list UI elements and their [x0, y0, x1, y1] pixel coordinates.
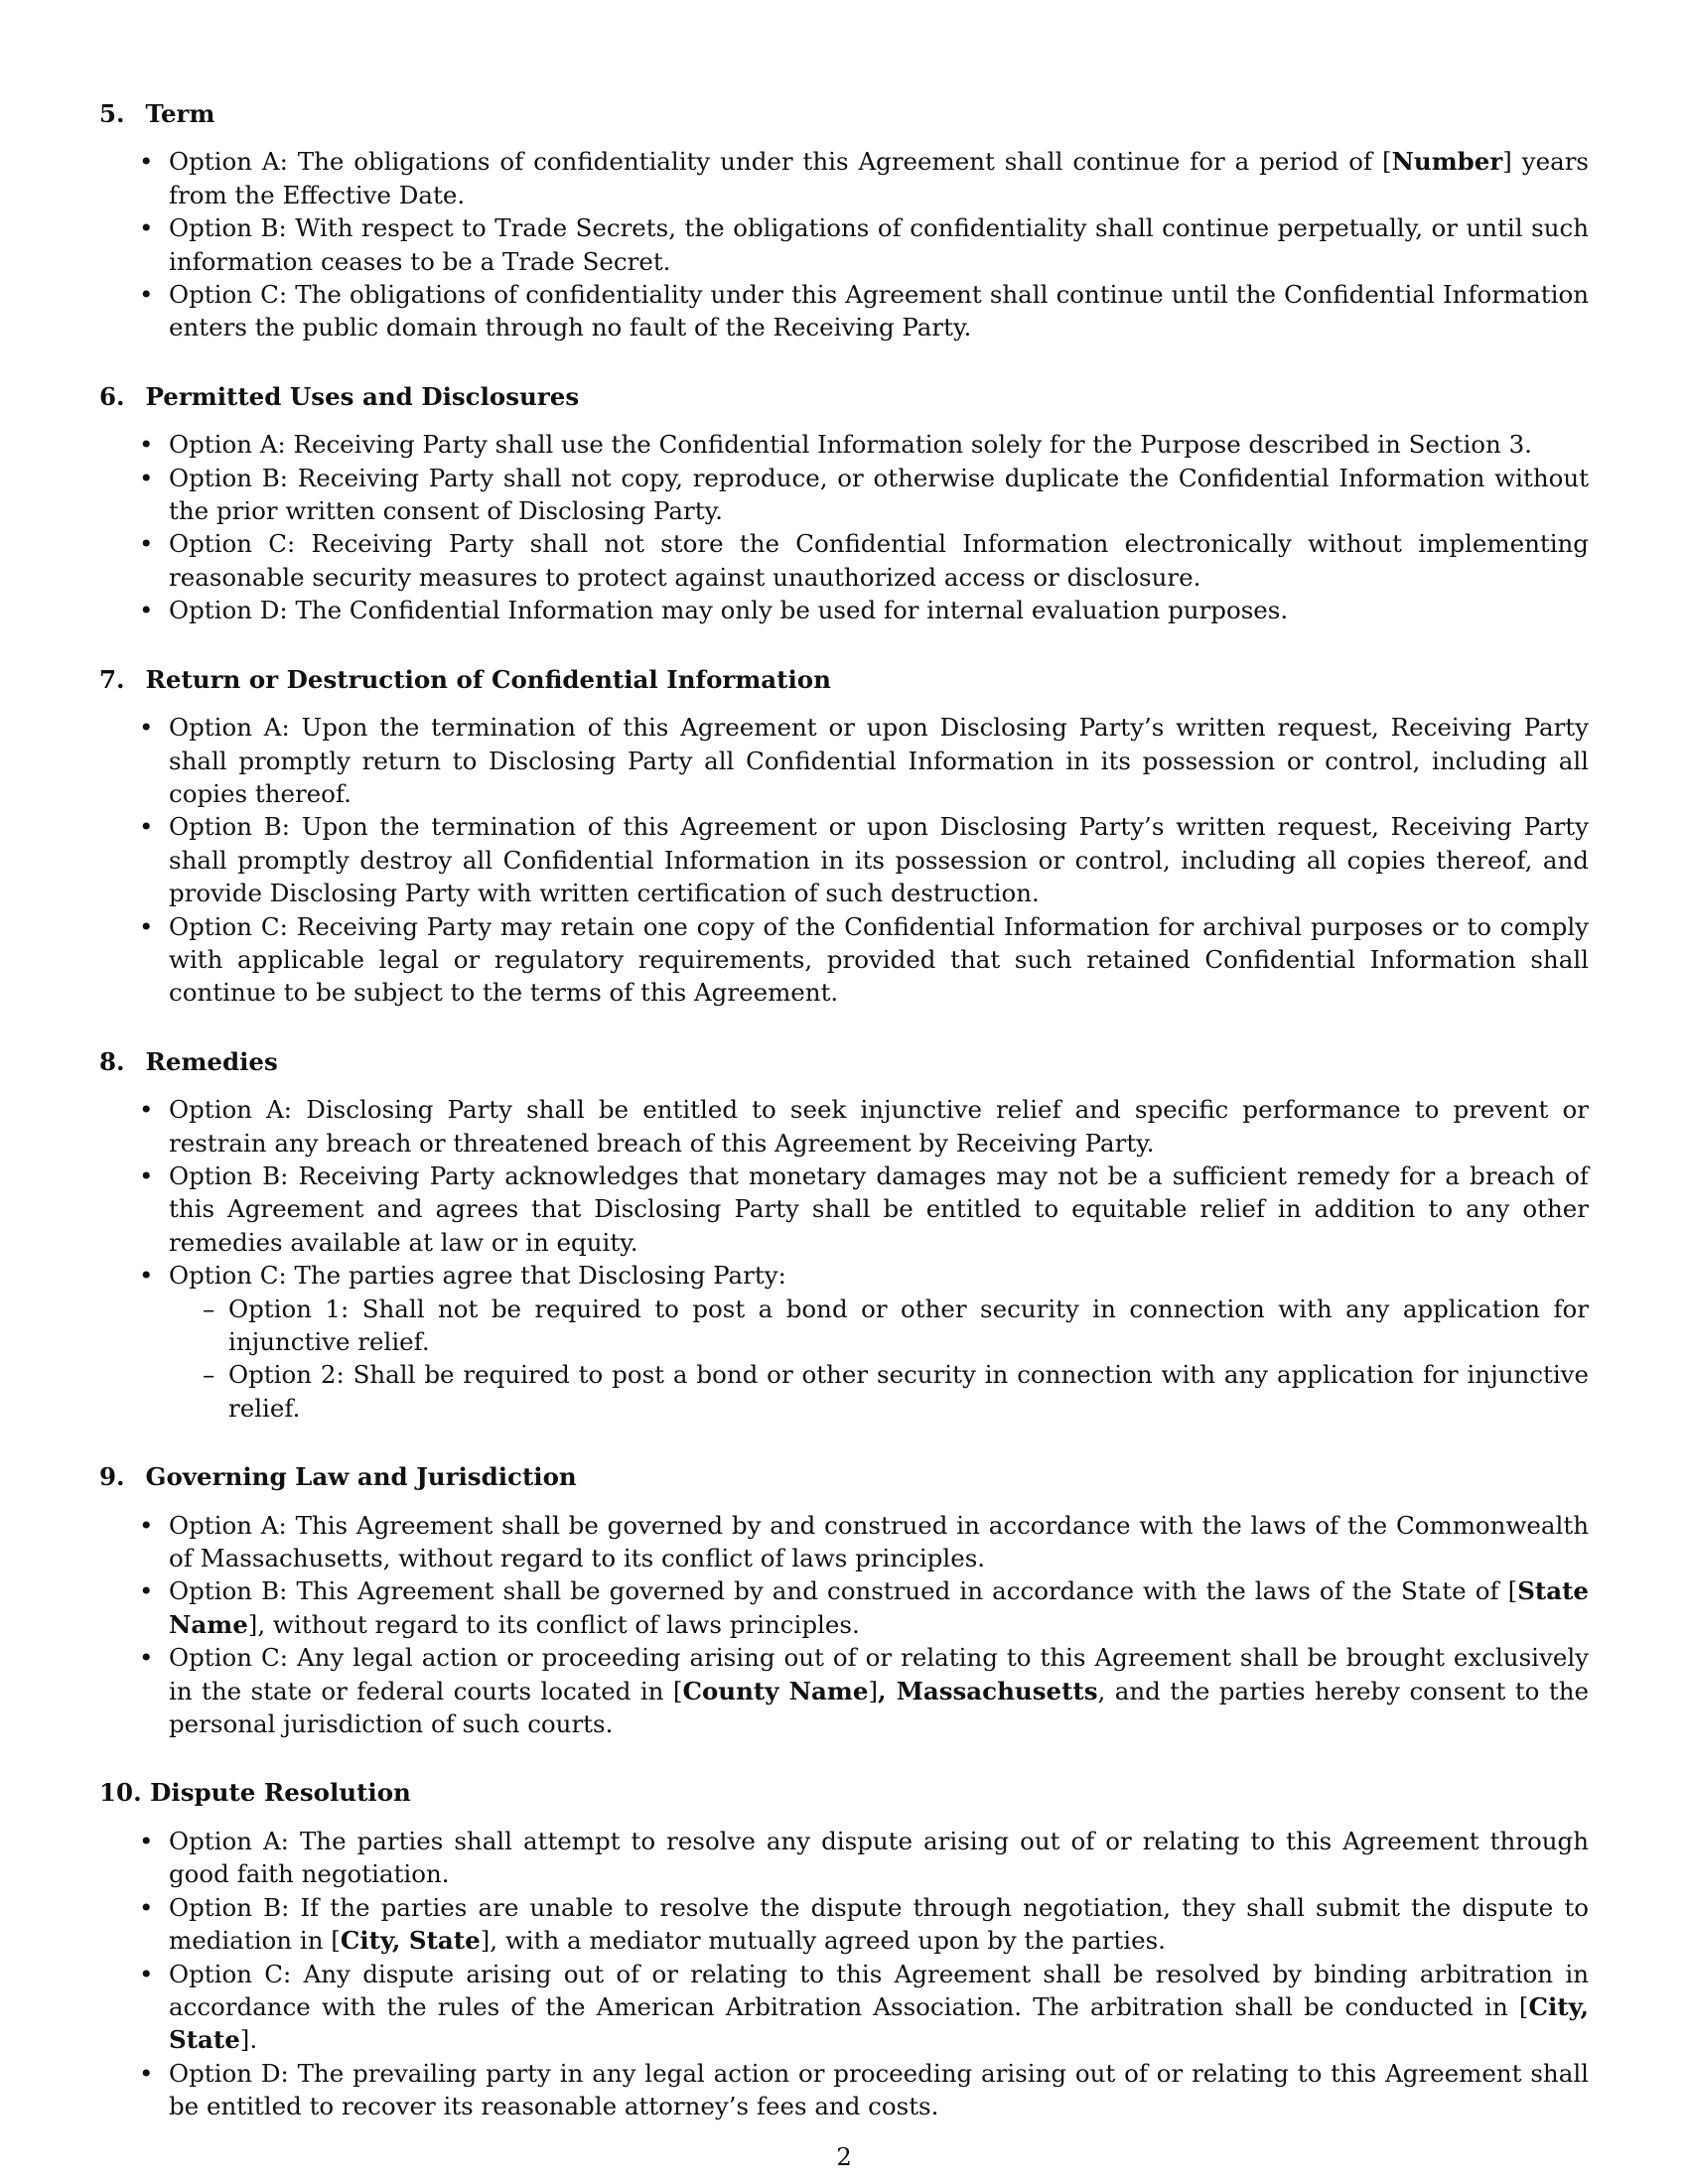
option-text: Option B: With respect to Trade Secrets, the obligations of confidentiality shall continue perpetually, or until such information ceases to be a Trade Secret.: [169, 213, 1589, 276]
list-item: [99, 278, 1589, 344]
option-text: Option A: This Agreement shall be governed by and construed in accordance with the laws of the Commonwealth of Massachusetts, without regard to its conflict of laws principles.: [169, 1510, 1589, 1573]
list-item: [99, 1958, 1589, 2057]
section-heading: [99, 1045, 1589, 1078]
option-list: [99, 1825, 1589, 2123]
option-text: Option C: Any legal action or proceeding arising out of or relating to this Agreement shall be brought exclusively in the state or federal courts located in [: [169, 1643, 1589, 1706]
list-item: [99, 211, 1589, 278]
option-text: Option B: If the parties are unable to resolve the dispute through negotiation, they shall submit the dispute to mediation in [: [169, 1892, 1589, 1956]
list-item: [99, 462, 1589, 528]
section-heading: [99, 1460, 1589, 1493]
section-heading: [99, 663, 1589, 696]
option-text: Option A: Disclosing Party shall be entitled to seek injunctive relief and specific performance to prevent or restrain any breach or threatened breach of this Agreement by Receiving Party.: [169, 1095, 1589, 1158]
section-governing-law: [99, 1460, 1589, 1740]
section-number: 6.: [99, 381, 125, 411]
option-text: ] years from the Effective Date.: [169, 147, 1589, 209]
option-text: Option C: Receiving Party may retain one copy of the Confidential Information for archival purposes or to comply with applicable legal or regulatory requirements, provided that such retained Confidential Information shall continue to be subject to the terms of this Agreement.: [169, 911, 1589, 1008]
option-text: Option B: Receiving Party acknowledges that monetary damages may not be a sufficient remedy for a breach of this Agreement and agrees that Disclosing Party shall be entitled to equitable relief in addition to any other remedies available at law or in equity.: [169, 1160, 1589, 1257]
placeholder-field: , Massachusetts: [878, 1676, 1098, 1706]
list-item: [99, 810, 1589, 909]
document-body: [99, 97, 1589, 2159]
list-item: [99, 527, 1589, 594]
section-number: 10.: [99, 1778, 142, 1808]
list-item: [99, 428, 1589, 461]
section-dispute-resolution: [99, 1776, 1589, 2122]
option-list: [99, 1093, 1589, 1425]
section-title: Term: [145, 99, 215, 128]
sub-list-item: [169, 1293, 1589, 1359]
placeholder-field: County Name: [682, 1676, 869, 1706]
list-item: [99, 594, 1589, 626]
placeholder-field: City, State: [340, 1926, 481, 1956]
placeholder-field: Number: [1391, 147, 1503, 177]
option-text: Option A: The parties shall attempt to resolve any dispute arising out of or relating to this Agreement through good faith negotiation.: [169, 1826, 1589, 1889]
list-item: [99, 145, 1589, 211]
sub-option-text: Option 1: Shall not be required to post a bond or other security in connection with any application for injunctive relief.: [228, 1294, 1589, 1356]
option-text: Option B: Receiving Party shall not copy, reproduce, or otherwise duplicate the Confidential Information without the prior written consent of Disclosing Party.: [169, 463, 1589, 526]
sub-option-text: Option 2: Shall be required to post a bond or other security in connection with any application for injunctive relief.: [228, 1360, 1589, 1423]
section-heading: [99, 380, 1589, 413]
option-text: Option C: Any dispute arising out of or relating to this Agreement shall be resolved by binding arbitration in accordance with the rules of the American Arbitration Association. The arbitration shall be conducted in [: [169, 1959, 1589, 2021]
section-number: 8.: [99, 1046, 125, 1076]
section-remedies: [99, 1045, 1589, 1425]
list-item: [99, 1891, 1589, 1958]
list-item: [99, 1259, 1589, 1425]
list-item: [99, 1825, 1589, 1891]
sub-option-list: [169, 1293, 1589, 1426]
section-heading: [99, 1776, 1589, 1809]
sub-list-item: [169, 1358, 1589, 1425]
option-text: ].: [239, 2025, 258, 2055]
section-title: Dispute Resolution: [150, 1778, 411, 1808]
option-text: ], without regard to its conflict of laws principles.: [247, 1609, 860, 1639]
section-title: Return or Destruction of Confidential Information: [145, 664, 831, 694]
section-number: 7.: [99, 664, 125, 694]
option-text: Option B: Upon the termination of this Agreement or upon Disclosing Party’s written request, Receiving Party shall promptly destroy all Confidential Information in its possession or control, including all copies thereof, and provide Disclosing Party with written certification of such destruction.: [169, 812, 1589, 908]
section-number: 9.: [99, 1462, 125, 1492]
option-list: [99, 711, 1589, 1010]
option-list: [99, 1509, 1589, 1741]
list-item: [99, 1641, 1589, 1740]
option-text: , and the parties hereby consent to the personal jurisdiction of such courts.: [169, 1676, 1589, 1739]
page-number: 2: [836, 2142, 852, 2171]
section-term: [99, 97, 1589, 344]
option-text: Option C: The parties agree that Disclosing Party:: [169, 1261, 786, 1291]
option-text: Option C: The obligations of confidentiality under this Agreement shall continue until the Confidential Information enters the public domain through no fault of the Receiving Party.: [169, 280, 1589, 342]
option-text: Option C: Receiving Party shall not store the Confidential Information electronically without implementing reasonable security measures to protect against unauthorized access or disclosure.: [169, 529, 1589, 592]
option-text: Option A: Receiving Party shall use the Confidential Information solely for the Purpose described in Section 3.: [169, 430, 1532, 460]
section-heading: [99, 97, 1589, 130]
section-number: 5.: [99, 99, 125, 128]
option-list: [99, 145, 1589, 343]
list-item: [99, 1574, 1589, 1641]
list-item: [99, 1509, 1589, 1575]
list-item: [99, 910, 1589, 1010]
list-item: [99, 1160, 1589, 1259]
section-return-destruction: [99, 663, 1589, 1010]
section-title: Governing Law and Jurisdiction: [145, 1462, 577, 1492]
option-text: Option A: Upon the termination of this Agreement or upon Disclosing Party’s written request, Receiving Party shall promptly return to Disclosing Party all Confidential Information in its possession or control, including all copies thereof.: [169, 713, 1589, 808]
placeholder-field: State Name: [169, 1576, 1589, 1639]
option-text: ]: [868, 1676, 878, 1706]
list-item: [99, 2057, 1589, 2123]
option-text: Option D: The prevailing party in any legal action or proceeding arising out of or relating to this Agreement shall be entitled to recover its reasonable attorney’s fees and costs.: [169, 2058, 1589, 2121]
section-permitted-uses: [99, 380, 1589, 627]
option-text: ], with a mediator mutually agreed upon by the parties.: [480, 1926, 1166, 1956]
option-text: Option A: The obligations of confidentiality under this Agreement shall continue for a period of [: [169, 147, 1392, 177]
list-item: [99, 1093, 1589, 1160]
section-title: Permitted Uses and Disclosures: [145, 381, 580, 411]
section-title: Remedies: [145, 1046, 278, 1076]
option-list: [99, 428, 1589, 626]
option-text: Option D: The Confidential Information may only be used for internal evaluation purposes.: [169, 596, 1289, 625]
list-item: [99, 711, 1589, 810]
placeholder-field: City, State: [169, 1991, 1589, 2055]
option-text: Option B: This Agreement shall be governed by and construed in accordance with the laws of the State of [: [169, 1576, 1518, 1606]
